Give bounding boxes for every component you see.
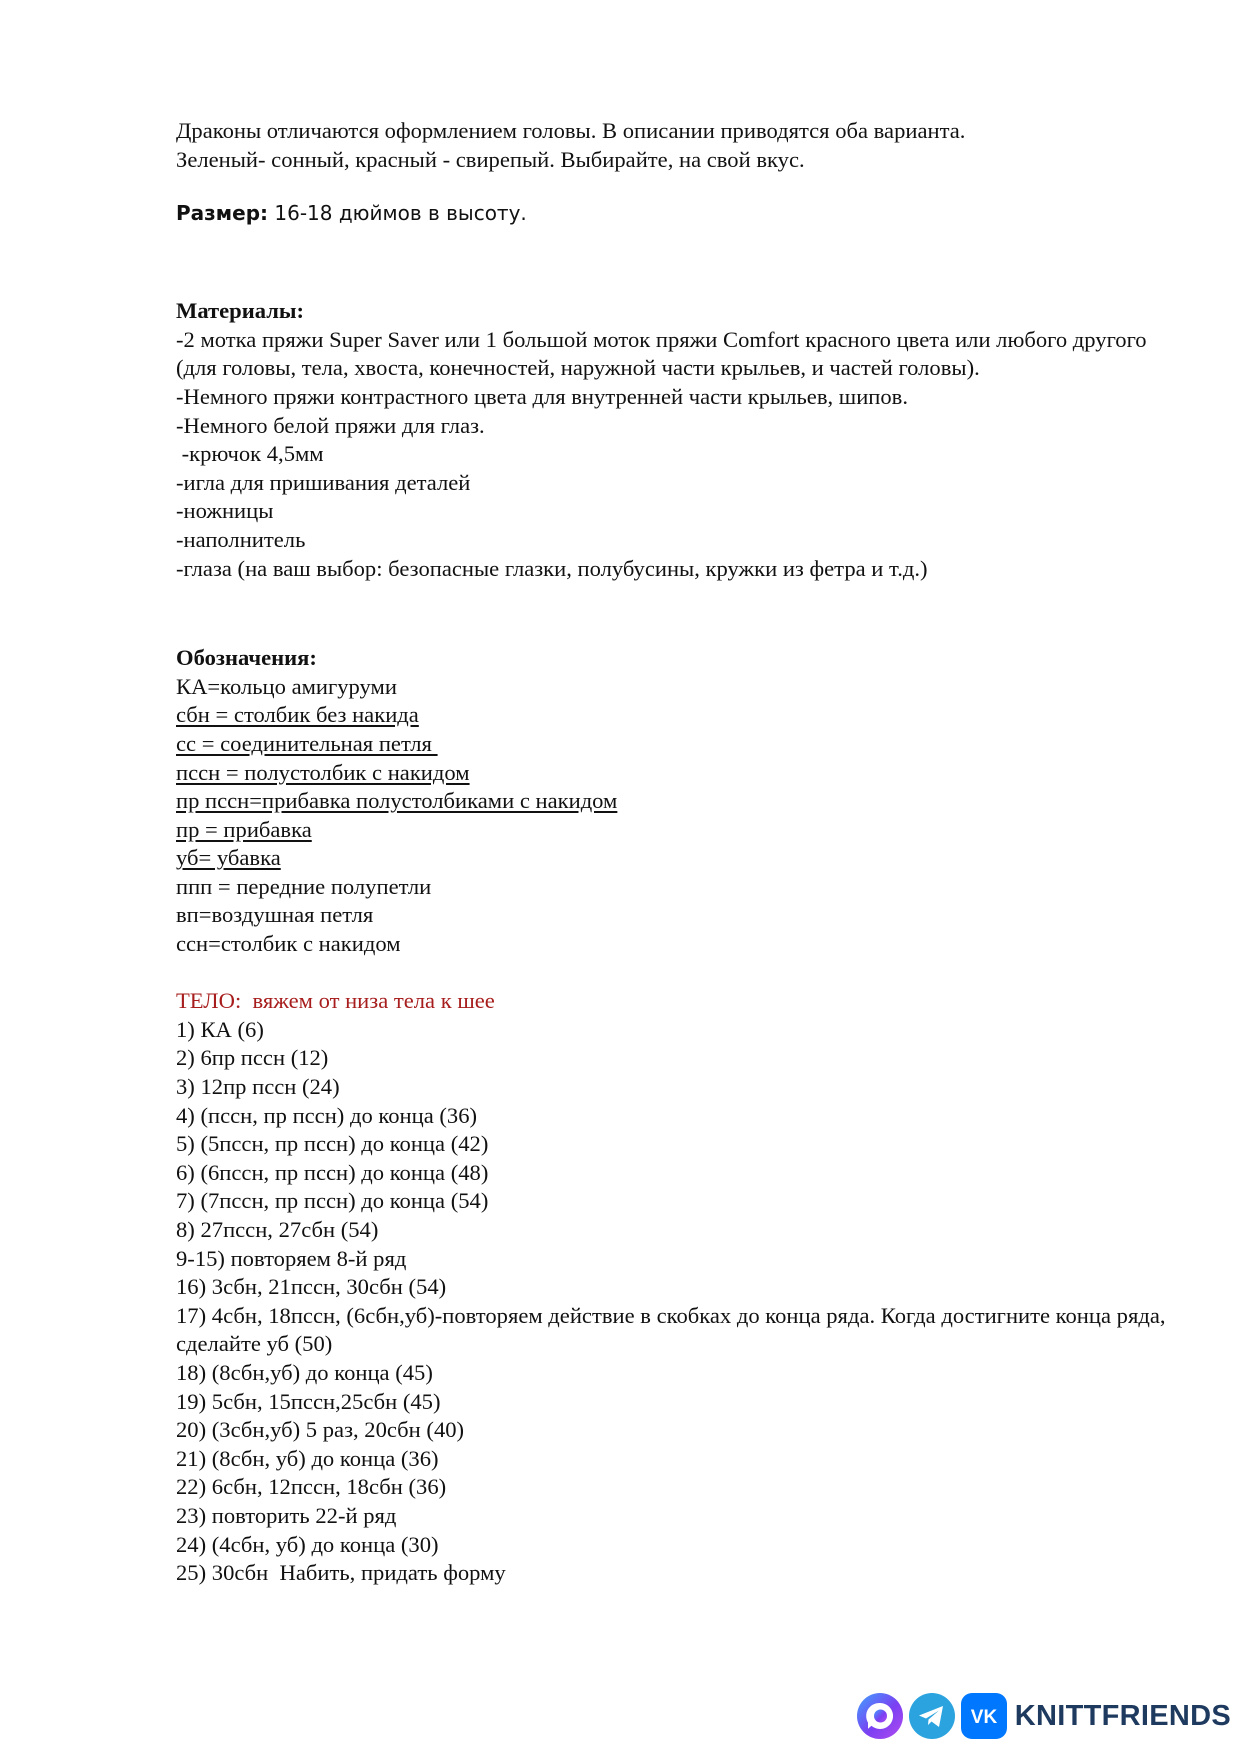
max-messenger-icon[interactable] xyxy=(857,1693,903,1739)
pattern-row: 25) 30сбн Набить, придать форму xyxy=(176,1560,506,1586)
pattern-row: 9-15) повторяем 8-й ряд xyxy=(176,1245,407,1271)
size-line xyxy=(176,200,1176,226)
body-rows-list xyxy=(176,1016,1176,1588)
size-value: 16-18 дюймов в высоту. xyxy=(268,201,527,226)
legend-item: пссн = полустолбик с накидом xyxy=(176,759,470,785)
pattern-row: 1) КА (6) xyxy=(176,1016,264,1042)
pattern-row: 16) 3сбн, 21пссн, 30сбн (54) xyxy=(176,1274,447,1300)
document-page xyxy=(176,117,1176,1588)
intro-line-1: Драконы отличаются оформлением головы. В описании приводятся оба варианта. xyxy=(176,118,966,143)
svg-text:VK: VK xyxy=(970,1707,997,1728)
pattern-row: 7) (7пссн, пр пссн) до конца (54) xyxy=(176,1188,489,1214)
materials-item: -Немного пряжи контрастного цвета для внутренней части крыльев, шипов. xyxy=(176,383,908,409)
materials-item: -2 мотка пряжи Super Saver или 1 большой моток пряжи Comfort красного цвета или любого другого (для головы, тела, хвоста, конечностей, наружной части крыльев, и частей головы). xyxy=(176,326,1147,381)
pattern-row: 24) (4сбн, уб) до конца (30) xyxy=(176,1531,439,1557)
legend-item: ппп = передние полупетли xyxy=(176,873,432,899)
pattern-row: 22) 6сбн, 12пссн, 18сбн (36) xyxy=(176,1474,447,1500)
materials-item: -наполнитель xyxy=(176,526,306,552)
materials-list xyxy=(176,326,1176,583)
legend-heading: Обозначения: xyxy=(176,645,317,671)
brand-name: KNITTFRIENDS xyxy=(1014,1699,1231,1732)
materials-item: -Немного белой пряжи для глаз. xyxy=(176,412,485,438)
materials-item: -игла для пришивания деталей xyxy=(176,469,471,495)
pattern-row: 20) (3сбн,уб) 5 раз, 20сбн (40) xyxy=(176,1417,465,1443)
telegram-icon[interactable] xyxy=(909,1693,955,1739)
legend-item: уб= убавка xyxy=(176,845,281,871)
legend-item: пр пссн=прибавка полустолбиками с накидом xyxy=(176,788,618,814)
materials-item: -крючок 4,5мм xyxy=(176,441,324,467)
brand-footer xyxy=(857,1692,1231,1740)
pattern-row: 21) (8сбн, уб) до конца (36) xyxy=(176,1445,439,1471)
vk-icon[interactable] xyxy=(961,1693,1007,1739)
legend-item: КА=кольцо амигуруми xyxy=(176,673,397,699)
pattern-row: 6) (6пссн, пр пссн) до конца (48) xyxy=(176,1159,489,1185)
pattern-row: 8) 27пссн, 27сбн (54) xyxy=(176,1217,379,1242)
pattern-row: 2) 6пр пссн (12) xyxy=(176,1045,329,1071)
size-label: Размер: xyxy=(176,201,269,226)
materials-heading: Материалы: xyxy=(176,298,305,324)
intro-line-2: Зеленый- сонный, красный - свирепый. Выбирайте, на свой вкус. xyxy=(176,146,805,172)
legend-item: пр = прибавка xyxy=(176,816,312,842)
pattern-row: 5) (5пссн, пр пссн) до конца (42) xyxy=(176,1131,489,1157)
legend-item: сбн = столбик без накида xyxy=(176,702,419,728)
pattern-row: 17) 4сбн, 18пссн, (6сбн,уб)-повторяем действие в скобках до конца ряда. Когда достигните конца ряда, сделайте уб (50) xyxy=(176,1302,1166,1357)
materials-item: -ножницы xyxy=(176,498,274,524)
pattern-row: 3) 12пр пссн (24) xyxy=(176,1074,340,1100)
legend-item: ссн=столбик с накидом xyxy=(176,931,401,957)
body-section-heading: ТЕЛО: вяжем от низа тела к шее xyxy=(176,988,495,1014)
pattern-row: 4) (пссн, пр пссн) до конца (36) xyxy=(176,1102,478,1128)
legend-list xyxy=(176,673,1176,959)
materials-item: -глаза (на ваш выбор: безопасные глазки, полубусины, кружки из фетра и т.д.) xyxy=(176,555,928,581)
pattern-row: 18) (8сбн,уб) до конца (45) xyxy=(176,1359,433,1385)
pattern-row: 19) 5сбн, 15пссн,25сбн (45) xyxy=(176,1388,441,1414)
legend-item: сс = соединительная петля xyxy=(176,730,438,756)
legend-item: вп=воздушная петля xyxy=(176,902,374,928)
pattern-row: 23) повторить 22-й ряд xyxy=(176,1502,397,1528)
